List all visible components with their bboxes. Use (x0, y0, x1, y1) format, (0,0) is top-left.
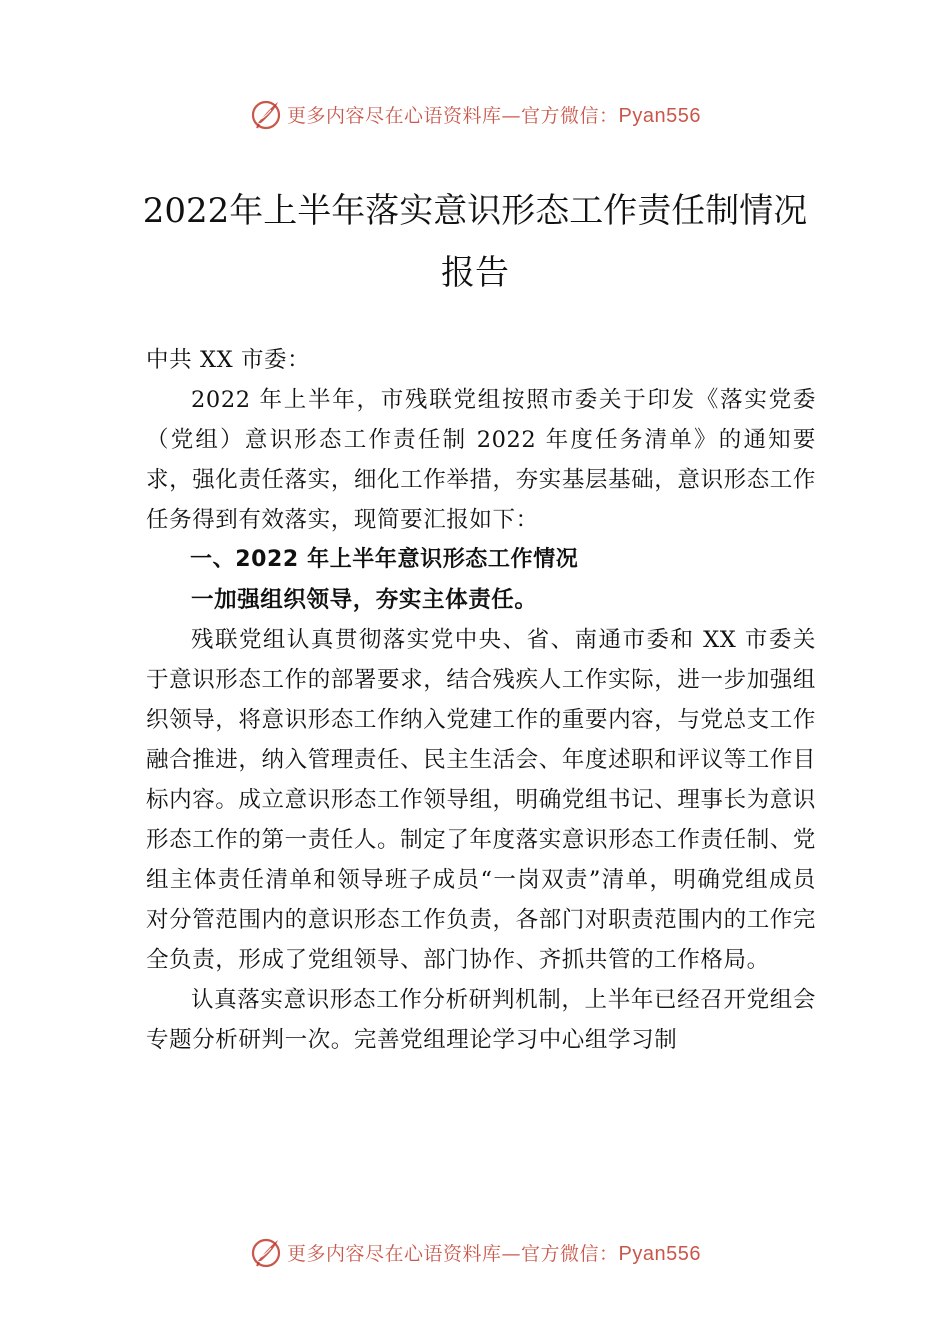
salutation: 中共 XX 市委： (146, 347, 311, 373)
top-watermark-banner (0, 94, 950, 134)
document-body (146, 340, 816, 1060)
watermark-official-wechat-label: 官方微信： (521, 104, 619, 127)
document-title: 2022年上半年落实意识形态工作责任制情况报告 (142, 191, 808, 293)
body-paragraph-1: 残联党组认真贯彻落实党中央、省、南通市委和 XX 市委关于意识形态工作的部署要求，结合残疾人工作实际，进一步加强组织领导，将意识形态工作纳入党建工作的重要内容，与党总支工作融合推进，纳入管理责任、民主生活会、年度述职和评议等工作目标内容。成立意识形态工作领导组，明确党组书记、理事长为意识形态工作的第一责任人。制定了年度落实意识形态工作责任制、党组主体责任清单和领导班子成员“一岗双责”清单，明确党组成员对分管范围内的意识形态工作负责，各部门对职责范围内的工作完全负责，形成了党组领导、部门协作、齐抓共管的工作格局。 (146, 627, 816, 973)
subsection-heading-1: 一加强组织领导，夯实主体责任。 (191, 587, 538, 613)
watermark-account: Pyan556 (618, 104, 701, 127)
quill-pen-logo-icon (249, 97, 283, 131)
section-heading-1: 一、2022 年上半年意识形态工作情况 (190, 547, 579, 572)
intro-paragraph: 2022 年上半年，市残联党组按照市委关于印发《落实党委（党组）意识形态工作责任制 2022 年度任务清单》的通知要求，强化责任落实，细化工作举措，夯实基层基础，意识形态工作任务得到有效落实，现简要汇报如下： (146, 387, 816, 533)
bottom-watermark-banner (0, 1232, 950, 1272)
watermark-dash: — (501, 104, 522, 127)
watermark-text (287, 1239, 701, 1266)
watermark-library-name: 更多内容尽在心语资料库 (287, 1242, 502, 1265)
quill-pen-logo-icon (249, 1235, 283, 1269)
watermark-account: Pyan556 (618, 1242, 701, 1265)
watermark-dash: — (501, 1242, 522, 1265)
watermark-text (287, 101, 701, 128)
body-paragraph-2: 认真落实意识形态工作分析研判机制，上半年已经召开党组会专题分析研判一次。完善党组理论学习中心组学习制 (146, 987, 816, 1053)
watermark-official-wechat-label: 官方微信： (521, 1242, 619, 1265)
watermark-library-name: 更多内容尽在心语资料库 (287, 104, 502, 127)
